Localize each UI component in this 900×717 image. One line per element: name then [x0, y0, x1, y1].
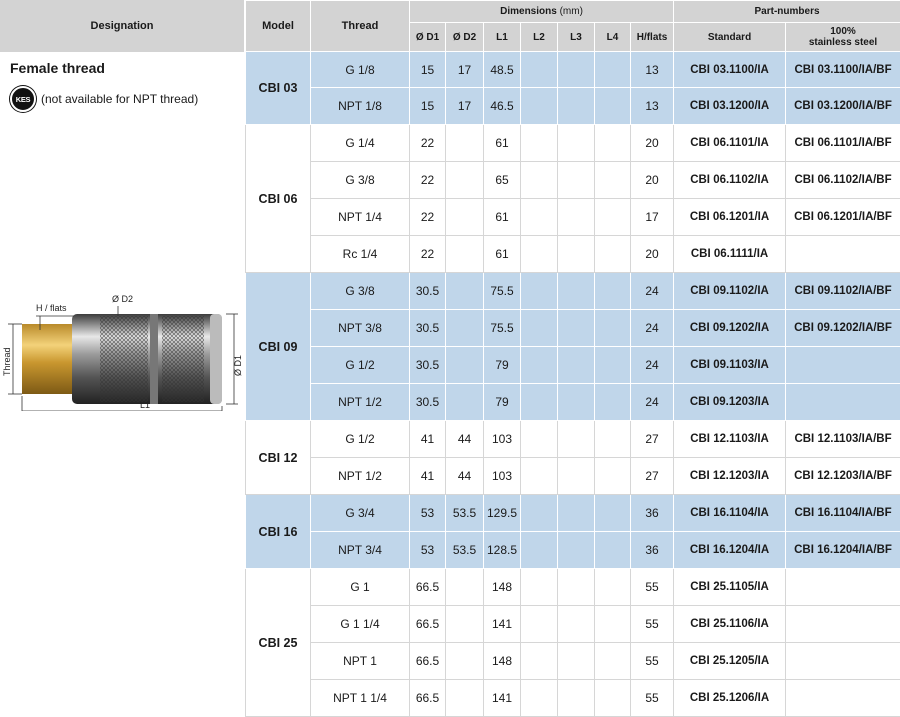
- l3-cell: [558, 495, 595, 532]
- thread-cell: NPT 1/8: [311, 88, 410, 125]
- thread-cell: NPT 3/8: [311, 310, 410, 347]
- l3-cell: [558, 310, 595, 347]
- l2-cell: [521, 569, 558, 606]
- l1-cell: 61: [484, 236, 521, 273]
- thread-cell: NPT 1/2: [311, 384, 410, 421]
- l4-cell: [595, 384, 631, 421]
- product-title: Female thread: [10, 60, 105, 76]
- stainless-part-cell: CBI 06.1101/IA/BF: [786, 125, 900, 162]
- d1-cell: 66.5: [410, 606, 446, 643]
- hflats-cell: 27: [631, 421, 674, 458]
- table-row: [246, 347, 900, 384]
- d1-cell: 22: [410, 236, 446, 273]
- table-row: [246, 162, 900, 199]
- designation-header-label: Designation: [91, 20, 154, 32]
- l1-cell: 103: [484, 421, 521, 458]
- l1-cell: 103: [484, 458, 521, 495]
- l4-cell: [595, 532, 631, 569]
- l2-cell: [521, 125, 558, 162]
- l4-header: L4: [595, 23, 631, 52]
- stainless-part-cell: CBI 09.1102/IA/BF: [786, 273, 900, 310]
- l4-cell: [595, 125, 631, 162]
- table-row: [246, 310, 900, 347]
- thread-cell: G 1 1/4: [311, 606, 410, 643]
- hflats-cell: 55: [631, 606, 674, 643]
- l2-cell: [521, 495, 558, 532]
- hflats-cell: 13: [631, 52, 674, 88]
- l1-cell: 48.5: [484, 52, 521, 88]
- stainless-part-cell: CBI 03.1100/IA/BF: [786, 52, 900, 88]
- d2-cell: [446, 384, 484, 421]
- standard-part-cell: CBI 09.1102/IA: [674, 273, 786, 310]
- l2-cell: [521, 273, 558, 310]
- l4-cell: [595, 569, 631, 606]
- stainless-part-cell: [786, 384, 900, 421]
- hflats-cell: 20: [631, 162, 674, 199]
- table-row: [246, 236, 900, 273]
- hflats-cell: 24: [631, 273, 674, 310]
- table-row: [246, 569, 900, 606]
- standard-part-cell: CBI 03.1200/IA: [674, 88, 786, 125]
- l1-cell: 148: [484, 569, 521, 606]
- l3-cell: [558, 606, 595, 643]
- d1-cell: 30.5: [410, 273, 446, 310]
- d2-cell: [446, 310, 484, 347]
- l4-cell: [595, 310, 631, 347]
- l4-cell: [595, 680, 631, 717]
- spec-table: [245, 0, 900, 717]
- table-row: [246, 421, 900, 458]
- l1-cell: 75.5: [484, 273, 521, 310]
- part-numbers-header: Part-numbers: [674, 1, 900, 23]
- thread-cell: NPT 3/4: [311, 532, 410, 569]
- d2-cell: [446, 569, 484, 606]
- table-row: [246, 606, 900, 643]
- model-cell: CBI 12: [246, 421, 311, 495]
- d1-cell: 53: [410, 495, 446, 532]
- hflats-cell: 24: [631, 347, 674, 384]
- hflats-label: H / flats: [36, 303, 67, 313]
- hflats-header: H/flats: [631, 23, 674, 52]
- l3-cell: [558, 569, 595, 606]
- l4-cell: [595, 347, 631, 384]
- l4-cell: [595, 458, 631, 495]
- d1-cell: 22: [410, 199, 446, 236]
- thread-cell: NPT 1 1/4: [311, 680, 410, 717]
- table-row: [246, 458, 900, 495]
- d2-cell: 17: [446, 88, 484, 125]
- hflats-cell: 17: [631, 199, 674, 236]
- l2-cell: [521, 347, 558, 384]
- d2-cell: 17: [446, 52, 484, 88]
- l4-cell: [595, 52, 631, 88]
- thread-cell: G 1/4: [311, 125, 410, 162]
- hflats-cell: 20: [631, 236, 674, 273]
- table-row: [246, 384, 900, 421]
- standard-part-cell: CBI 09.1103/IA: [674, 347, 786, 384]
- thread-cell: NPT 1: [311, 643, 410, 680]
- stainless-part-cell: CBI 06.1201/IA/BF: [786, 199, 900, 236]
- model-cell: CBI 03: [246, 52, 311, 125]
- d2-cell: 53.5: [446, 495, 484, 532]
- thread-cell: G 3/8: [311, 273, 410, 310]
- stainless-part-cell: CBI 03.1200/IA/BF: [786, 88, 900, 125]
- l1-cell: 141: [484, 680, 521, 717]
- l2-cell: [521, 52, 558, 88]
- l2-cell: [521, 199, 558, 236]
- model-header: Model: [246, 1, 311, 52]
- d1-cell: 15: [410, 88, 446, 125]
- stainless-part-cell: CBI 09.1202/IA/BF: [786, 310, 900, 347]
- l1-cell: 65: [484, 162, 521, 199]
- d2-header: Ø D2: [446, 23, 484, 52]
- table-row: [246, 273, 900, 310]
- stainless-part-cell: CBI 16.1104/IA/BF: [786, 495, 900, 532]
- designation-panel: [0, 52, 245, 716]
- d1-cell: 30.5: [410, 310, 446, 347]
- dimensions-header: Dimensions (mm): [410, 1, 674, 23]
- hflats-cell: 55: [631, 569, 674, 606]
- d1-cell: 22: [410, 162, 446, 199]
- table-row: [246, 643, 900, 680]
- d1-cell: 22: [410, 125, 446, 162]
- l3-cell: [558, 384, 595, 421]
- standard-part-cell: CBI 25.1106/IA: [674, 606, 786, 643]
- d1-cell: 15: [410, 52, 446, 88]
- standard-part-cell: CBI 12.1103/IA: [674, 421, 786, 458]
- l4-cell: [595, 643, 631, 680]
- standard-part-cell: CBI 09.1202/IA: [674, 310, 786, 347]
- standard-part-cell: CBI 25.1205/IA: [674, 643, 786, 680]
- l4-cell: [595, 88, 631, 125]
- stainless-part-cell: [786, 606, 900, 643]
- d2-cell: [446, 643, 484, 680]
- d1-cell: 66.5: [410, 643, 446, 680]
- d2-cell: 44: [446, 458, 484, 495]
- l2-cell: [521, 88, 558, 125]
- l4-cell: [595, 606, 631, 643]
- stainless-part-cell: CBI 06.1102/IA/BF: [786, 162, 900, 199]
- l2-cell: [521, 680, 558, 717]
- table-row: [246, 199, 900, 236]
- l3-cell: [558, 458, 595, 495]
- hflats-cell: 13: [631, 88, 674, 125]
- standard-part-cell: CBI 09.1203/IA: [674, 384, 786, 421]
- d1-cell: 66.5: [410, 569, 446, 606]
- thread-cell: G 3/4: [311, 495, 410, 532]
- d2-cell: 44: [446, 421, 484, 458]
- l4-cell: [595, 495, 631, 532]
- hflats-cell: 36: [631, 532, 674, 569]
- l2-cell: [521, 532, 558, 569]
- hflats-cell: 55: [631, 680, 674, 717]
- stainless-part-cell: [786, 347, 900, 384]
- d2-cell: [446, 680, 484, 717]
- thread-cell: G 1/2: [311, 347, 410, 384]
- model-cell: CBI 16: [246, 495, 311, 569]
- d2-cell: [446, 273, 484, 310]
- l2-cell: [521, 458, 558, 495]
- l2-cell: [521, 384, 558, 421]
- l2-cell: [521, 421, 558, 458]
- l1-cell: 75.5: [484, 310, 521, 347]
- table-row: [246, 88, 900, 125]
- l3-cell: [558, 125, 595, 162]
- l2-cell: [521, 606, 558, 643]
- hflats-cell: 36: [631, 495, 674, 532]
- hflats-cell: 24: [631, 310, 674, 347]
- d1-header: Ø D1: [410, 23, 446, 52]
- l3-cell: [558, 643, 595, 680]
- d1-label: Ø D1: [233, 355, 243, 376]
- standard-part-cell: CBI 12.1203/IA: [674, 458, 786, 495]
- standard-part-cell: CBI 06.1102/IA: [674, 162, 786, 199]
- standard-part-cell: CBI 06.1101/IA: [674, 125, 786, 162]
- availability-note-text: (not available for NPT thread): [41, 92, 198, 106]
- hflats-cell: 27: [631, 458, 674, 495]
- l2-cell: [521, 236, 558, 273]
- stainless-part-cell: [786, 643, 900, 680]
- l1-cell: 61: [484, 125, 521, 162]
- l2-cell: [521, 643, 558, 680]
- d2-cell: 53.5: [446, 532, 484, 569]
- l3-cell: [558, 88, 595, 125]
- l3-cell: [558, 347, 595, 384]
- l3-header: L3: [558, 23, 595, 52]
- l1-cell: 61: [484, 199, 521, 236]
- thread-header: Thread: [311, 1, 410, 52]
- table-row: [246, 52, 900, 88]
- stainless-part-cell: CBI 12.1103/IA/BF: [786, 421, 900, 458]
- standard-part-cell: CBI 06.1201/IA: [674, 199, 786, 236]
- l3-cell: [558, 273, 595, 310]
- table-row: [246, 495, 900, 532]
- l4-cell: [595, 236, 631, 273]
- d2-cell: [446, 236, 484, 273]
- thread-cell: G 1/8: [311, 52, 410, 88]
- l2-header: L2: [521, 23, 558, 52]
- l1-cell: 148: [484, 643, 521, 680]
- standard-part-cell: CBI 16.1204/IA: [674, 532, 786, 569]
- d1-cell: 41: [410, 421, 446, 458]
- l4-cell: [595, 421, 631, 458]
- stainless-part-cell: CBI 12.1203/IA/BF: [786, 458, 900, 495]
- standard-part-cell: CBI 25.1206/IA: [674, 680, 786, 717]
- l3-cell: [558, 680, 595, 717]
- l1-cell: 129.5: [484, 495, 521, 532]
- l1-header: L1: [484, 23, 521, 52]
- d2-cell: [446, 347, 484, 384]
- thread-cell: G 3/8: [311, 162, 410, 199]
- d1-cell: 30.5: [410, 384, 446, 421]
- thread-label: Thread: [2, 347, 12, 376]
- l1-cell: 141: [484, 606, 521, 643]
- d2-cell: [446, 606, 484, 643]
- l3-cell: [558, 421, 595, 458]
- table-row: [246, 125, 900, 162]
- standard-header: Standard: [674, 23, 786, 52]
- hflats-cell: 24: [631, 384, 674, 421]
- standard-part-cell: CBI 25.1105/IA: [674, 569, 786, 606]
- l3-cell: [558, 236, 595, 273]
- d2-cell: [446, 162, 484, 199]
- stainless-part-cell: [786, 569, 900, 606]
- standard-part-cell: CBI 16.1104/IA: [674, 495, 786, 532]
- d2-label: Ø D2: [112, 294, 133, 304]
- thread-cell: G 1/2: [311, 421, 410, 458]
- d2-cell: [446, 125, 484, 162]
- d1-cell: 66.5: [410, 680, 446, 717]
- l4-cell: [595, 273, 631, 310]
- thread-cell: NPT 1/4: [311, 199, 410, 236]
- d1-cell: 41: [410, 458, 446, 495]
- standard-part-cell: CBI 03.1100/IA: [674, 52, 786, 88]
- l3-cell: [558, 162, 595, 199]
- l2-cell: [521, 310, 558, 347]
- model-cell: CBI 25: [246, 569, 311, 717]
- kes-badge-icon: KES: [10, 86, 36, 112]
- l3-cell: [558, 52, 595, 88]
- hflats-cell: 55: [631, 643, 674, 680]
- thread-cell: Rc 1/4: [311, 236, 410, 273]
- l3-cell: [558, 199, 595, 236]
- coupler-drawing: [0, 236, 245, 411]
- model-cell: CBI 09: [246, 273, 311, 421]
- standard-part-cell: CBI 06.1111/IA: [674, 236, 786, 273]
- l1-cell: 79: [484, 347, 521, 384]
- d1-cell: 53: [410, 532, 446, 569]
- availability-note: [10, 86, 198, 112]
- model-cell: CBI 06: [246, 125, 311, 273]
- stainless-part-cell: [786, 680, 900, 717]
- hflats-cell: 20: [631, 125, 674, 162]
- d2-cell: [446, 199, 484, 236]
- designation-header: [0, 0, 245, 52]
- l3-cell: [558, 532, 595, 569]
- l4-cell: [595, 162, 631, 199]
- l4-cell: [595, 199, 631, 236]
- table-row: [246, 680, 900, 717]
- stainless-header: 100% stainless steel: [786, 23, 900, 52]
- table-row: [246, 532, 900, 569]
- l1-cell: 128.5: [484, 532, 521, 569]
- stainless-part-cell: CBI 16.1204/IA/BF: [786, 532, 900, 569]
- thread-cell: NPT 1/2: [311, 458, 410, 495]
- l1-cell: 46.5: [484, 88, 521, 125]
- l2-cell: [521, 162, 558, 199]
- l1-cell: 79: [484, 384, 521, 421]
- thread-cell: G 1: [311, 569, 410, 606]
- l1-label: L1: [140, 400, 150, 410]
- stainless-part-cell: [786, 236, 900, 273]
- d1-cell: 30.5: [410, 347, 446, 384]
